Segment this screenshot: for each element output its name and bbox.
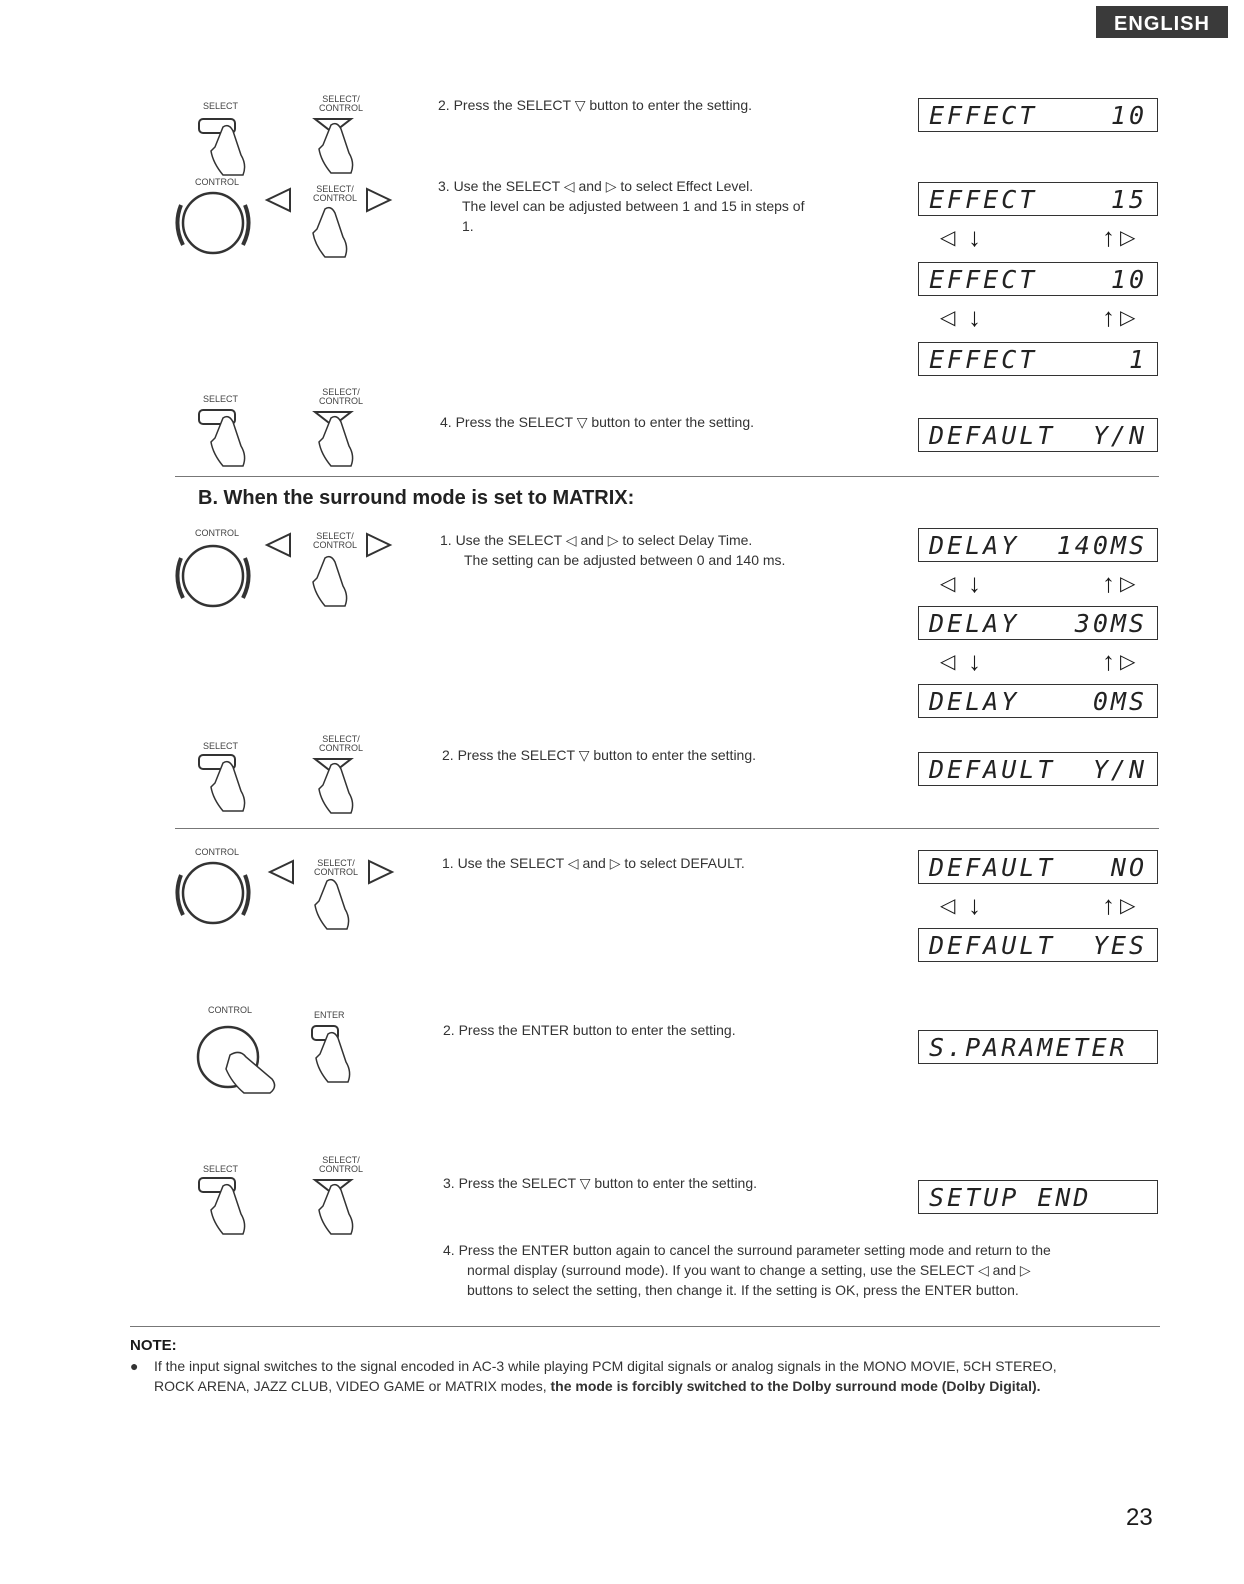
step-b2: 2. Press the SELECT ▽ button to enter the setting. bbox=[442, 747, 757, 763]
note-body bbox=[130, 1356, 1170, 1396]
right-arrow-icon: ▷ bbox=[1120, 307, 1136, 329]
lcd-effect-15 bbox=[918, 182, 1158, 216]
right-arrow-icon: ▷ bbox=[1120, 651, 1136, 673]
right-arrow-icon: ▷ bbox=[1120, 227, 1136, 249]
control-label: CONTROL bbox=[195, 847, 240, 857]
select-label: SELECT bbox=[203, 1164, 239, 1174]
lcd-text-right: 10 bbox=[1110, 101, 1147, 130]
lcd-arrows bbox=[940, 300, 1140, 340]
step-b1-line1: 1. Use the SELECT ◁ and ▷ to select Delay Time. bbox=[440, 532, 753, 548]
lcd-default-no bbox=[918, 850, 1158, 884]
left-arrow-icon: ◁ bbox=[940, 307, 956, 329]
enter-button-hand-icon bbox=[308, 1008, 378, 1093]
lcd-text-right: 0MS bbox=[1092, 687, 1147, 716]
lcd-text-right: 15 bbox=[1110, 185, 1147, 214]
select-label: SELECT bbox=[203, 741, 239, 751]
step-c4-line2: normal display (surround mode). If you want to change a setting, use the SELECT ◁ and ▷ bbox=[467, 1262, 1031, 1278]
select-label: SELECT bbox=[203, 101, 239, 111]
lcd-default-yes bbox=[918, 928, 1158, 962]
select-control-label: SELECT/ CONTROL bbox=[313, 858, 358, 877]
step-a3-line2: The level can be adjusted between 1 and 15 in steps of bbox=[462, 198, 805, 214]
bullet-icon: ● bbox=[130, 1358, 139, 1374]
lcd-text-left: EFFECT bbox=[929, 101, 1038, 130]
control-knob-select-left-right-icon bbox=[175, 175, 410, 275]
step-c4-line1: 4. Press the ENTER button again to cancel the surround parameter setting mode and return to the bbox=[443, 1242, 1051, 1258]
divider bbox=[175, 828, 1159, 829]
language-tab: ENGLISH bbox=[1096, 6, 1228, 38]
down-arrow-icon: ↓ bbox=[968, 302, 981, 332]
lcd-text-left: DEFAULT bbox=[929, 755, 1056, 784]
control-label: CONTROL bbox=[195, 528, 240, 538]
select-control-label: SELECT/ CONTROL bbox=[312, 184, 357, 203]
lcd-text-left: DEFAULT bbox=[929, 853, 1056, 882]
step-c1: 1. Use the SELECT ◁ and ▷ to select DEFAULT. bbox=[442, 855, 745, 871]
select-control-label: SELECT/ CONTROL bbox=[318, 94, 363, 113]
step-c4 bbox=[443, 1240, 1163, 1300]
left-arrow-icon: ◁ bbox=[940, 573, 956, 595]
lcd-effect-10 bbox=[918, 98, 1158, 132]
note-line2-bold: the mode is forcibly switched to the Dolby surround mode (Dolby Digital). bbox=[550, 1378, 1041, 1394]
lcd-delay-0 bbox=[918, 684, 1158, 718]
lcd-default-yn bbox=[918, 752, 1158, 786]
lcd-effect-1 bbox=[918, 342, 1158, 376]
select-button-hand-icon bbox=[195, 95, 265, 180]
step-a3 bbox=[438, 176, 878, 236]
right-arrow-icon: ▷ bbox=[1120, 895, 1136, 917]
select-button-hand-icon bbox=[195, 390, 265, 475]
note-title: NOTE: bbox=[130, 1337, 177, 1354]
select-control-label: SELECT/ CONTROL bbox=[318, 387, 363, 406]
lcd-text-left: S.PARAMETER bbox=[929, 1033, 1128, 1062]
select-button-hand-icon bbox=[195, 1158, 265, 1243]
down-arrow-icon: ↓ bbox=[968, 568, 981, 598]
step-a3-line3: 1. bbox=[462, 218, 474, 234]
left-arrow-icon: ◁ bbox=[940, 651, 956, 673]
lcd-effect-10b bbox=[918, 262, 1158, 296]
lcd-arrows bbox=[940, 220, 1140, 260]
select-control-label: SELECT/ CONTROL bbox=[318, 1155, 363, 1174]
note-line1: If the input signal switches to the signal encoded in AC-3 while playing PCM digital signals or analog signals in the MONO MOVIE, 5CH STEREO, bbox=[154, 1358, 1057, 1374]
lcd-text-left: DELAY bbox=[929, 531, 1020, 560]
enter-label: ENTER bbox=[314, 1010, 345, 1020]
select-control-label: SELECT/ CONTROL bbox=[318, 734, 363, 753]
lcd-text-left: DELAY bbox=[929, 687, 1020, 716]
lcd-text-left: EFFECT bbox=[929, 265, 1038, 294]
down-arrow-icon: ↓ bbox=[968, 646, 981, 676]
select-control-down-hand-icon bbox=[305, 735, 375, 820]
select-label: SELECT bbox=[203, 394, 239, 404]
lcd-arrows bbox=[940, 888, 1140, 928]
step-c2: 2. Press the ENTER button to enter the setting. bbox=[443, 1022, 736, 1038]
lcd-text-right: NO bbox=[1110, 853, 1147, 882]
up-arrow-icon: ↑ bbox=[1102, 890, 1115, 920]
control-knob-select-left-right-icon bbox=[175, 528, 410, 628]
section-b-heading: B. When the surround mode is set to MATRIX: bbox=[198, 487, 635, 509]
up-arrow-icon: ↑ bbox=[1102, 646, 1115, 676]
step-b1-line2: The setting can be adjusted between 0 and 140 ms. bbox=[464, 552, 786, 568]
select-control-label: SELECT/ CONTROL bbox=[312, 531, 357, 550]
step-b1 bbox=[440, 530, 880, 570]
lcd-text-right: 10 bbox=[1110, 265, 1147, 294]
control-knob-press-hand-icon bbox=[190, 1005, 290, 1095]
up-arrow-icon: ↑ bbox=[1102, 568, 1115, 598]
lcd-text-right: Y/N bbox=[1092, 755, 1147, 784]
step-a3-line1: 3. Use the SELECT ◁ and ▷ to select Effect Level. bbox=[438, 178, 754, 194]
lcd-arrows bbox=[940, 644, 1140, 684]
lcd-text-left: DELAY bbox=[929, 609, 1020, 638]
select-control-down-hand-icon bbox=[305, 388, 375, 473]
page-number: 23 bbox=[1126, 1504, 1153, 1531]
down-arrow-icon: ↓ bbox=[968, 890, 981, 920]
control-knob-select-left-right-icon bbox=[175, 845, 410, 945]
select-control-down-hand-icon bbox=[305, 95, 375, 180]
down-arrow-icon: ↓ bbox=[968, 222, 981, 252]
lcd-text-left: DEFAULT bbox=[929, 421, 1056, 450]
right-arrow-icon: ▷ bbox=[1120, 573, 1136, 595]
left-arrow-icon: ◁ bbox=[940, 895, 956, 917]
up-arrow-icon: ↑ bbox=[1102, 222, 1115, 252]
select-control-down-hand-icon bbox=[305, 1156, 375, 1241]
lcd-text-left: SETUP END bbox=[929, 1183, 1092, 1212]
lcd-text-right: 30MS bbox=[1074, 609, 1147, 638]
left-arrow-icon: ◁ bbox=[940, 227, 956, 249]
step-c3: 3. Press the SELECT ▽ button to enter the setting. bbox=[443, 1175, 758, 1191]
step-a4: 4. Press the SELECT ▽ button to enter the setting. bbox=[440, 414, 755, 430]
lcd-text-left: DEFAULT bbox=[929, 931, 1056, 960]
lcd-text-left: EFFECT bbox=[929, 345, 1038, 374]
lcd-text-right: YES bbox=[1092, 931, 1147, 960]
lcd-text-right: 1 bbox=[1128, 345, 1147, 374]
lcd-sparameter bbox=[918, 1030, 1158, 1064]
control-label: CONTROL bbox=[208, 1005, 253, 1015]
divider bbox=[130, 1326, 1160, 1327]
note-line2-plain: ROCK ARENA, JAZZ CLUB, VIDEO GAME or MATRIX modes, bbox=[154, 1378, 551, 1394]
step-c4-line3: buttons to select the setting, then change it. If the setting is OK, press the ENTER button. bbox=[467, 1282, 1019, 1298]
lcd-text-right: Y/N bbox=[1092, 421, 1147, 450]
lcd-text-left: EFFECT bbox=[929, 185, 1038, 214]
control-label: CONTROL bbox=[195, 177, 240, 187]
lcd-setup-end bbox=[918, 1180, 1158, 1214]
step-a2: 2. Press the SELECT ▽ button to enter the setting. bbox=[438, 97, 753, 113]
lcd-arrows bbox=[940, 566, 1140, 606]
lcd-delay-140 bbox=[918, 528, 1158, 562]
lcd-delay-30 bbox=[918, 606, 1158, 640]
divider bbox=[175, 476, 1159, 477]
select-button-hand-icon bbox=[195, 735, 265, 820]
lcd-text-right: 140MS bbox=[1056, 531, 1147, 560]
lcd-default-yn bbox=[918, 418, 1158, 452]
up-arrow-icon: ↑ bbox=[1102, 302, 1115, 332]
